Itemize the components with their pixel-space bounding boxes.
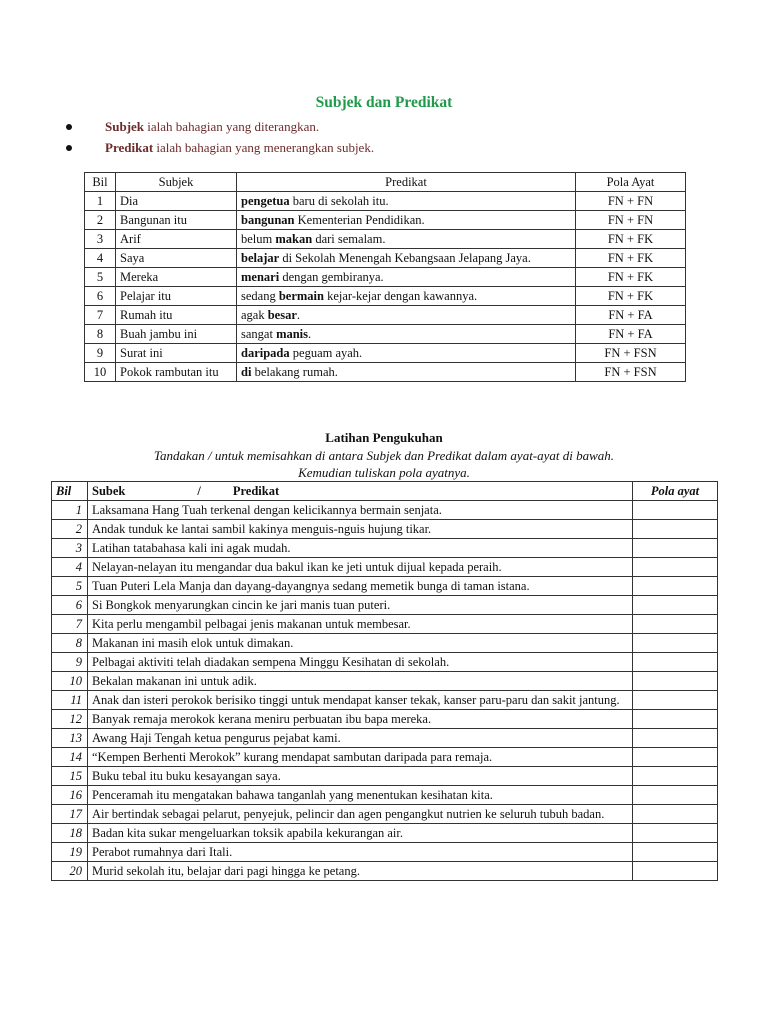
definition-text: ialah bahagian yang menerangkan subjek.: [153, 139, 375, 155]
cell-pola-ayat-answer[interactable]: [633, 729, 718, 748]
cell-pola-ayat-answer[interactable]: [633, 501, 718, 520]
cell-bil: 5: [85, 268, 116, 287]
cell-ayat: “Kempen Berhenti Merokok” kurang mendapat sambutan daripada para remaja.: [88, 748, 633, 767]
table-row: [52, 653, 718, 672]
cell-ayat: Anak dan isteri perokok berisiko tinggi untuk mendapat kanser tekak, kanser paru-paru dan sakit jantung.: [88, 691, 633, 710]
definition-term: Predikat: [105, 139, 154, 155]
cell-pola-ayat-answer[interactable]: [633, 786, 718, 805]
cell-subjek: Bangunan itu: [116, 211, 237, 230]
cell-subjek: Pelajar itu: [116, 287, 237, 306]
cell-pola-ayat: FN + FN: [576, 192, 686, 211]
cell-bil: 8: [85, 325, 116, 344]
header-predikat: Predikat: [232, 484, 280, 498]
cell-bil: 7: [52, 615, 88, 634]
cell-subjek: Saya: [116, 249, 237, 268]
cell-bil: 6: [52, 596, 88, 615]
cell-bil: 5: [52, 577, 88, 596]
definitions-list: [66, 116, 374, 158]
header-pola-ayat: Pola ayat: [633, 482, 718, 501]
cell-pola-ayat: FN + FK: [576, 249, 686, 268]
cell-predikat: [237, 306, 576, 325]
cell-predikat: [237, 211, 576, 230]
definition-item-subjek: [66, 116, 374, 137]
cell-bil: 4: [85, 249, 116, 268]
cell-pola-ayat-answer[interactable]: [633, 558, 718, 577]
cell-pola-ayat: FN + FSN: [576, 363, 686, 382]
table-row: [85, 363, 686, 382]
cell-pola-ayat-answer[interactable]: [633, 767, 718, 786]
cell-subjek: Dia: [116, 192, 237, 211]
cell-bil: 6: [85, 287, 116, 306]
definition-item-predikat: [66, 137, 374, 158]
cell-pola-ayat: FN + FSN: [576, 344, 686, 363]
header-subjek: Subjek: [116, 173, 237, 192]
cell-bil: 17: [52, 805, 88, 824]
cell-bil: 7: [85, 306, 116, 325]
latihan-instructions: [0, 447, 768, 481]
cell-pola-ayat: FN + FK: [576, 268, 686, 287]
cell-pola-ayat-answer[interactable]: [633, 862, 718, 881]
predikat-key-word: menari: [241, 270, 280, 284]
bullet-icon: [66, 145, 72, 151]
cell-pola-ayat-answer[interactable]: [633, 520, 718, 539]
table-row: [52, 577, 718, 596]
table-row: [52, 558, 718, 577]
cell-subjek: Arif: [116, 230, 237, 249]
cell-pola-ayat-answer[interactable]: [633, 824, 718, 843]
cell-bil: 1: [85, 192, 116, 211]
predikat-key-word: belajar: [241, 251, 280, 265]
instruction-line: Tandakan / untuk memisahkan di antara Subjek dan Predikat dalam ayat-ayat di bawah.: [153, 448, 615, 463]
predikat-after: dari semalam.: [312, 232, 386, 246]
table-row: [52, 520, 718, 539]
header-subek-predikat: [88, 482, 633, 501]
cell-pola-ayat-answer[interactable]: [633, 539, 718, 558]
definition-text: ialah bahagian yang diterangkan.: [144, 118, 320, 134]
table-row: [52, 748, 718, 767]
header-slash: /: [197, 484, 201, 498]
predikat-key-word: bangunan: [241, 213, 295, 227]
cell-bil: 13: [52, 729, 88, 748]
table-row: [52, 634, 718, 653]
cell-ayat: Bekalan makanan ini untuk adik.: [88, 672, 633, 691]
table-row: [52, 672, 718, 691]
table-row: [52, 710, 718, 729]
table-row: [85, 211, 686, 230]
cell-pola-ayat: FN + FK: [576, 287, 686, 306]
cell-bil: 11: [52, 691, 88, 710]
table-row: [52, 824, 718, 843]
table-row: [52, 596, 718, 615]
cell-predikat: [237, 230, 576, 249]
cell-pola-ayat-answer[interactable]: [633, 843, 718, 862]
latihan-table: [51, 481, 718, 881]
table-row: [52, 786, 718, 805]
cell-ayat: Buku tebal itu buku kesayangan saya.: [88, 767, 633, 786]
cell-bil: 10: [85, 363, 116, 382]
cell-pola-ayat-answer[interactable]: [633, 577, 718, 596]
cell-bil: 8: [52, 634, 88, 653]
predikat-key-word: daripada: [241, 346, 290, 360]
predikat-before: belum: [241, 232, 276, 246]
predikat-before: sangat: [241, 327, 277, 341]
cell-ayat: Pelbagai aktiviti telah diadakan sempena Minggu Kesihatan di sekolah.: [88, 653, 633, 672]
header-subek: Subek: [92, 484, 126, 498]
cell-predikat: [237, 268, 576, 287]
cell-pola-ayat-answer[interactable]: [633, 672, 718, 691]
cell-bil: 18: [52, 824, 88, 843]
cell-ayat: Laksamana Hang Tuah terkenal dengan kelicikannya bermain senjata.: [88, 501, 633, 520]
cell-predikat: [237, 192, 576, 211]
cell-bil: 12: [52, 710, 88, 729]
cell-bil: 9: [52, 653, 88, 672]
predikat-after: baru di sekolah itu.: [289, 194, 389, 208]
cell-pola-ayat: FN + FA: [576, 325, 686, 344]
cell-predikat: [237, 287, 576, 306]
cell-ayat: Tuan Puteri Lela Manja dan dayang-dayangnya sedang memetik bunga di taman istana.: [88, 577, 633, 596]
bullet-icon: [66, 124, 72, 130]
cell-bil: 14: [52, 748, 88, 767]
header-bil: Bil: [85, 173, 116, 192]
cell-ayat: Penceramah itu mengatakan bahawa tanganlah yang menentukan kesihatan kita.: [88, 786, 633, 805]
cell-bil: 19: [52, 843, 88, 862]
predikat-key-word: makan: [275, 232, 313, 246]
predikat-after: .: [308, 327, 312, 341]
table-row: [52, 843, 718, 862]
cell-pola-ayat-answer[interactable]: [633, 691, 718, 710]
table-row: [85, 249, 686, 268]
predikat-after: belakang rumah.: [251, 365, 338, 379]
table-row: [52, 729, 718, 748]
predikat-before: sedang: [241, 289, 279, 303]
table-row: [85, 306, 686, 325]
cell-ayat: Awang Haji Tengah ketua pengurus pejabat kami.: [88, 729, 633, 748]
cell-ayat: Latihan tatabahasa kali ini agak mudah.: [88, 539, 633, 558]
table-header-row: [85, 173, 686, 192]
cell-predikat: [237, 249, 576, 268]
header-predikat: Predikat: [237, 173, 576, 192]
cell-bil: 2: [85, 211, 116, 230]
cell-pola-ayat-answer[interactable]: [633, 805, 718, 824]
table-header-row: [52, 482, 718, 501]
table-row: [85, 230, 686, 249]
table-row: [85, 325, 686, 344]
cell-bil: 9: [85, 344, 116, 363]
cell-predikat: [237, 325, 576, 344]
cell-ayat: Badan kita sukar mengeluarkan toksik apabila kekurangan air.: [88, 824, 633, 843]
cell-ayat: Murid sekolah itu, belajar dari pagi hingga ke petang.: [88, 862, 633, 881]
cell-bil: 3: [85, 230, 116, 249]
predikat-key-word: di: [241, 365, 252, 379]
cell-bil: 1: [52, 501, 88, 520]
predikat-after: Kementerian Pendidikan.: [294, 213, 425, 227]
cell-ayat: Makanan ini masih elok untuk dimakan.: [88, 634, 633, 653]
cell-pola-ayat: FN + FN: [576, 211, 686, 230]
definition-term: Subjek: [105, 118, 145, 134]
cell-ayat: Kita perlu mengambil pelbagai jenis makanan untuk membesar.: [88, 615, 633, 634]
cell-bil: 15: [52, 767, 88, 786]
cell-bil: 3: [52, 539, 88, 558]
table-row: [52, 501, 718, 520]
cell-bil: 10: [52, 672, 88, 691]
cell-subjek: Rumah itu: [116, 306, 237, 325]
predikat-key-word: besar: [267, 308, 297, 322]
pola-ayat-table: [84, 172, 686, 382]
cell-ayat: Perabot rumahnya dari Itali.: [88, 843, 633, 862]
predikat-after: .: [296, 308, 301, 322]
header-bil: Bil: [52, 482, 88, 501]
table-row: [85, 344, 686, 363]
cell-pola-ayat: FN + FK: [576, 230, 686, 249]
table-row: [85, 268, 686, 287]
cell-bil: 4: [52, 558, 88, 577]
cell-predikat: [237, 363, 576, 382]
cell-ayat: Nelayan-nelayan itu mengandar dua bakul ikan ke jeti untuk dijual kepada peraih.: [88, 558, 633, 577]
cell-bil: 20: [52, 862, 88, 881]
cell-pola-ayat-answer[interactable]: [633, 710, 718, 729]
table-row: [52, 691, 718, 710]
cell-subjek: Surat ini: [116, 344, 237, 363]
cell-pola-ayat-answer[interactable]: [633, 634, 718, 653]
predikat-after: kejar-kejar dengan kawannya.: [323, 289, 478, 303]
table-row: [85, 287, 686, 306]
table-row: [52, 862, 718, 881]
cell-ayat: Andak tunduk ke lantai sambil kakinya menguis-nguis hujung tikar.: [88, 520, 633, 539]
cell-predikat: [237, 344, 576, 363]
cell-ayat: Si Bongkok menyarungkan cincin ke jari manis tuan puteri.: [88, 596, 633, 615]
table-row: [52, 805, 718, 824]
page-title: Subjek dan Predikat: [315, 94, 453, 111]
cell-bil: 16: [52, 786, 88, 805]
cell-pola-ayat-answer[interactable]: [633, 596, 718, 615]
predikat-after: dengan gembiranya.: [279, 270, 384, 284]
table-row: [52, 539, 718, 558]
cell-subjek: Pokok rambutan itu: [116, 363, 237, 382]
cell-ayat: Air bertindak sebagai pelarut, penyejuk, pelincir dan agen pengangkut nutrien ke seluruh tubuh badan.: [88, 805, 633, 824]
predikat-after: peguam ayah.: [289, 346, 363, 360]
cell-subjek: Mereka: [116, 268, 237, 287]
cell-pola-ayat-answer[interactable]: [633, 653, 718, 672]
table-row: [52, 615, 718, 634]
header-pola-ayat: Pola Ayat: [576, 173, 686, 192]
cell-ayat: Banyak remaja merokok kerana meniru perbuatan ibu bapa mereka.: [88, 710, 633, 729]
table-row: [52, 767, 718, 786]
cell-subjek: Buah jambu ini: [116, 325, 237, 344]
predikat-key-word: pengetua: [241, 194, 290, 208]
cell-pola-ayat-answer[interactable]: [633, 615, 718, 634]
cell-bil: 2: [52, 520, 88, 539]
cell-pola-ayat-answer[interactable]: [633, 748, 718, 767]
predikat-key-word: manis: [276, 327, 309, 341]
table-row: [85, 192, 686, 211]
cell-pola-ayat: FN + FA: [576, 306, 686, 325]
predikat-key-word: bermain: [278, 289, 324, 303]
predikat-after: di Sekolah Menengah Kebangsaan Jelapang Jaya.: [279, 251, 531, 265]
instruction-line: Kemudian tuliskan pola ayatnya.: [298, 465, 470, 480]
latihan-title: Latihan Pengukuhan: [325, 430, 443, 445]
predikat-before: agak: [241, 308, 268, 322]
